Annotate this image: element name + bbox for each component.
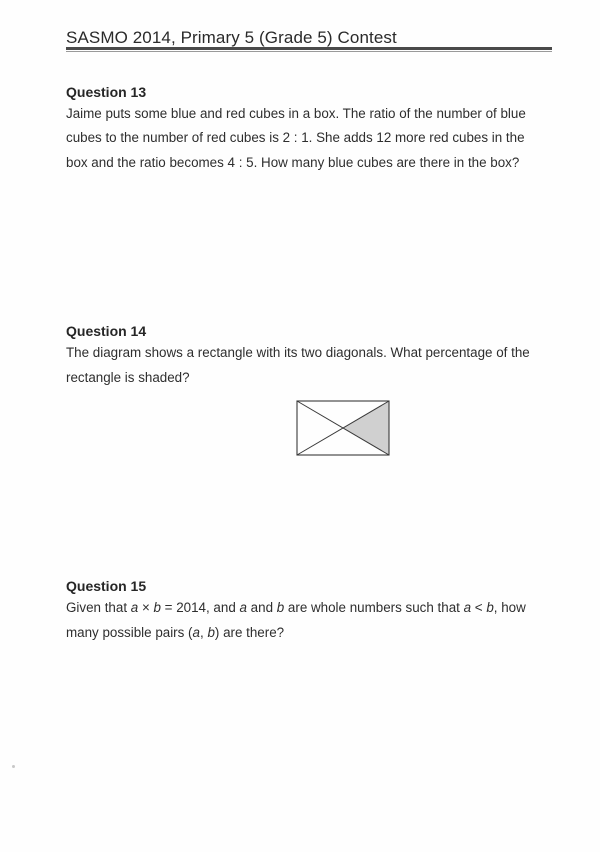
q15-var-a: a: [192, 625, 200, 640]
q15-var-b: b: [207, 625, 215, 640]
q15-text: many possible pairs (: [66, 625, 193, 640]
q15-text: = 2014, and: [160, 600, 240, 615]
question-15-heading: Question 15: [66, 578, 147, 594]
header-rule: [66, 47, 552, 50]
page-header-title: SASMO 2014, Primary 5 (Grade 5) Contest: [66, 28, 397, 47]
question-13-heading: Question 13: [66, 84, 147, 100]
q15-var-b: b: [153, 600, 161, 615]
q15-var-a: a: [130, 600, 139, 615]
q15-var-a: a: [239, 600, 247, 615]
q15-text: , how: [493, 600, 526, 615]
header-rule-thin: [66, 51, 552, 52]
q15-text: Given that: [66, 600, 131, 615]
question-14-line-1: The diagram shows a rectangle with its two diagonals. What percentage of the: [66, 345, 530, 360]
rectangle-diagonals-diagram: [296, 400, 390, 456]
q15-text: ×: [138, 600, 154, 615]
question-13-line-1: Jaime puts some blue and red cubes in a box. The ratio of the number of blue: [66, 106, 526, 121]
q15-text: <: [471, 600, 487, 615]
q15-var-b: b: [486, 600, 494, 615]
question-14-line-2: rectangle is shaded?: [66, 370, 190, 385]
question-14-heading: Question 14: [66, 323, 147, 339]
question-13-line-2: cubes to the number of red cubes is 2 : 1. She adds 12 more red cubes in the: [66, 130, 525, 145]
q15-text: and: [246, 600, 277, 615]
q15-text: ,: [199, 625, 208, 640]
q15-var-b: b: [276, 600, 285, 615]
q15-var-a: a: [463, 600, 472, 615]
question-15-line-1: [66, 600, 526, 615]
q15-text: ) are there?: [214, 625, 285, 640]
question-15-line-2: [66, 625, 284, 640]
q15-text: are whole numbers such that: [284, 600, 464, 615]
scan-speck: [12, 765, 15, 768]
shaded-triangle: [343, 401, 389, 455]
question-13-line-3: box and the ratio becomes 4 : 5. How many blue cubes are there in the box?: [66, 155, 520, 170]
